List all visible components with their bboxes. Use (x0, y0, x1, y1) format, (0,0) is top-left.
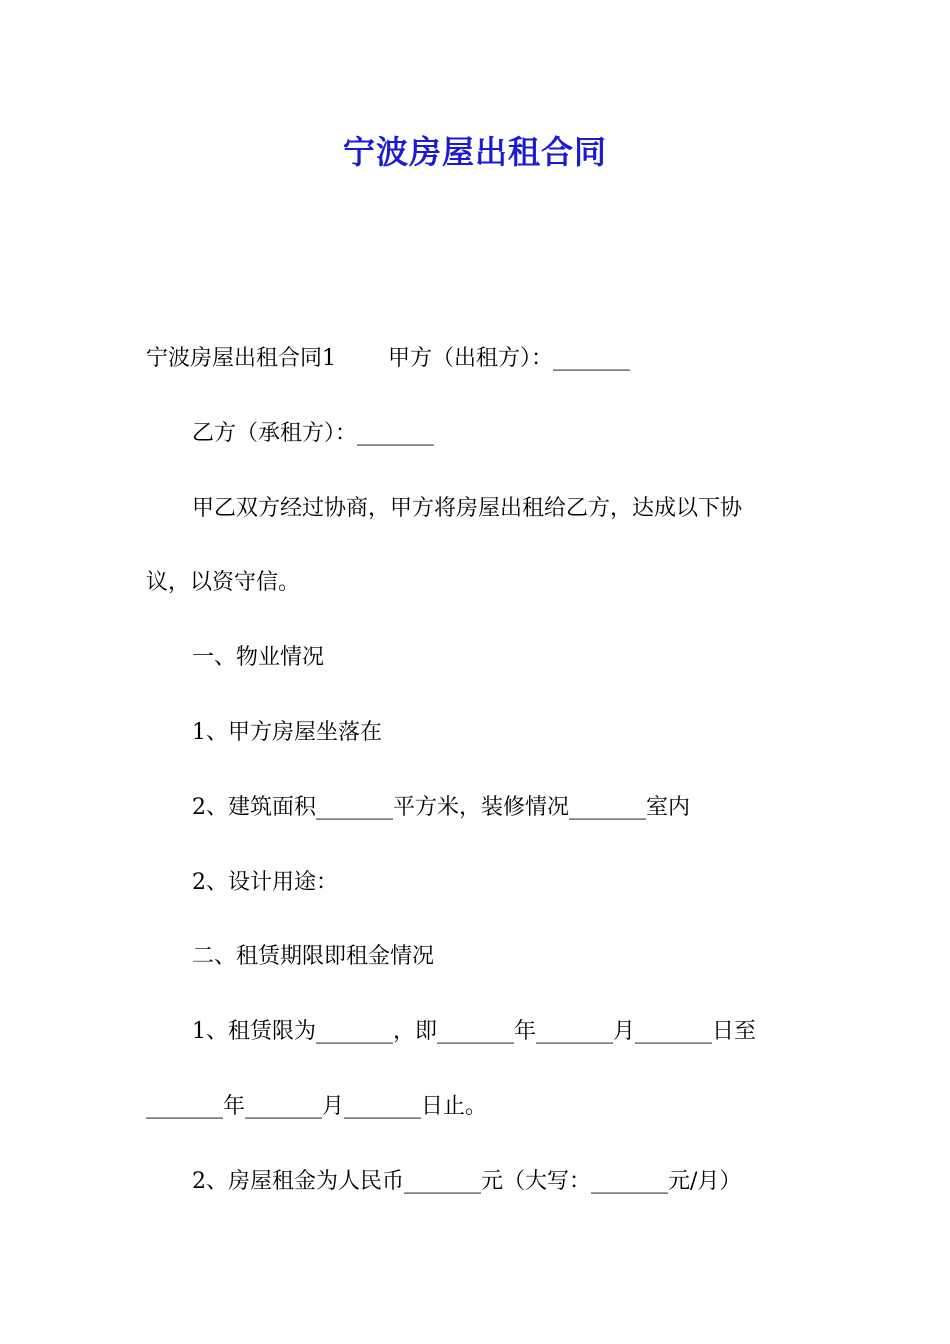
contract-line-1 (146, 344, 826, 374)
agreement-intro-line-2: 议，以资守信。 (146, 570, 301, 595)
clause-area-decoration: 2、建筑面积_______平方米，装修情况_______室内 (192, 795, 690, 820)
clause-lease-period-line-2: _______年_______月_______日止。 (146, 1094, 488, 1119)
clause-lease-period-line-1: 1、租赁限为_______，即_______年_______月_______日至 (192, 1019, 756, 1044)
party-a-field: 甲方（出租方）：_______ (388, 346, 631, 371)
clause-usage: 2、设计用途： (192, 870, 338, 895)
agreement-intro-line-1: 甲乙双方经过协商，甲方将房屋出租给乙方，达成以下协 (192, 496, 743, 521)
section-heading-lease-term: 二、租赁期限即租金情况 (192, 944, 435, 969)
party-b-field: 乙方（承租方）：_______ (192, 421, 435, 446)
clause-location: 1、甲方房屋坐落在 (192, 720, 382, 745)
document-title: 宁波房屋出租合同 (342, 133, 607, 171)
section-heading-property: 一、物业情况 (192, 645, 325, 670)
clause-rent-amount: 2、房屋租金为人民币_______元（大写：_______元/月） (192, 1169, 742, 1194)
contract-subheading: 宁波房屋出租合同1 (146, 346, 336, 371)
